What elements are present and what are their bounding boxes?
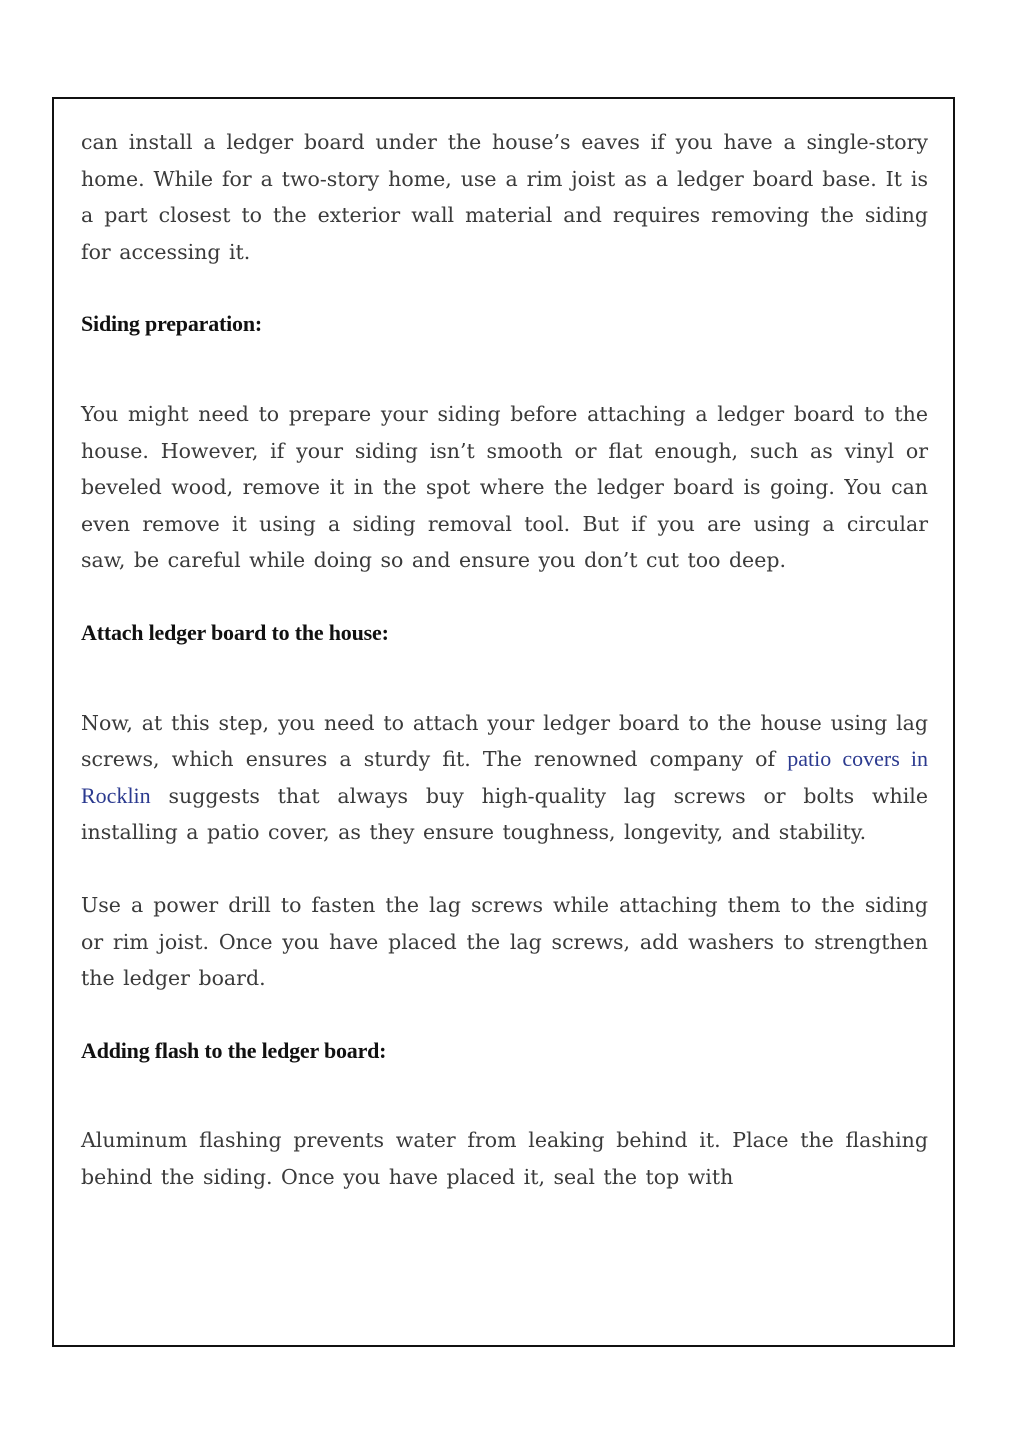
paragraph-siding-preparation: You might need to prepare your siding before attaching a ledger board to the house. However, if your siding isn’t smooth or flat enough, such as vinyl or beveled wood, remove it in the spot where the ledger board is going. You can even remove it using a siding removal tool. But if you are using a circular saw, be careful while doing so and ensure you don’t cut too deep.	[81, 401, 928, 573]
paragraph-aluminum-flashing: Aluminum flashing prevents water from leaking behind it. Place the flashing behind the siding. Once you have placed it, seal the top with	[81, 1128, 928, 1189]
heading-adding-flash: Adding flash to the ledger board:	[81, 1037, 387, 1063]
heading-attach-ledger-board: Attach ledger board to the house:	[81, 619, 389, 645]
paragraph-text-after-link: suggests that always buy high-quality lag screws or bolts while installing a patio cover, as they ensure toughness, longevity, and stability.	[81, 783, 928, 845]
document-body	[81, 124, 928, 1195]
paragraph-power-drill: Use a power drill to fasten the lag screws while attaching them to the siding or rim joist. Once you have placed the lag screws, add washers to strengthen the ledger board.	[81, 892, 928, 991]
patio-covers-link[interactable]: patio covers in Rocklin	[81, 746, 928, 808]
paragraph-attach-ledger-board	[81, 705, 928, 851]
paragraph-text-before-link: Now, at this step, you need to attach your ledger board to the house using lag screws, which ensures a sturdy fit. The renowned company of	[81, 710, 928, 772]
heading-siding-preparation: Siding preparation:	[81, 311, 262, 337]
paragraph-ledger-intro: can install a ledger board under the house’s eaves if you have a single-story home. While for a two-story home, use a rim joist as a ledger board base. It is a part closest to the exterior wall material and requires removing the siding for accessing it.	[81, 130, 928, 264]
